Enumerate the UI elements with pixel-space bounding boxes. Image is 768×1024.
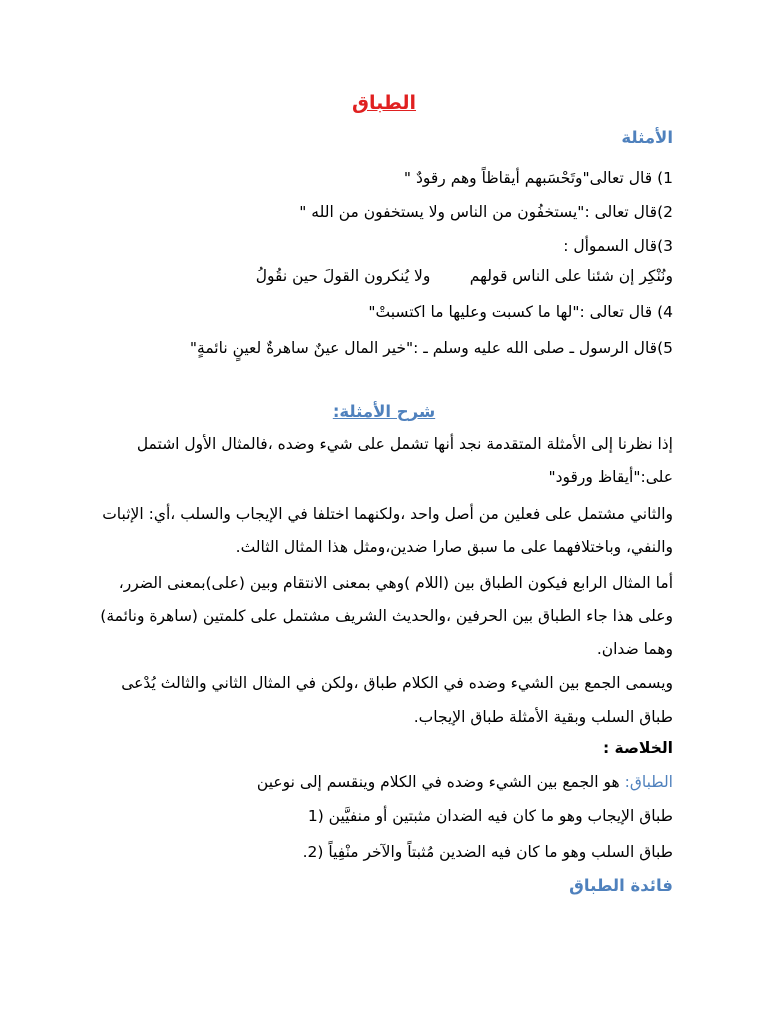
explanation-line-8: ويسمى الجمع بين الشيء وضده في الكلام طباق ،ولكن في المثال الثاني والثالث يُدْعى xyxy=(121,674,673,692)
summary-definition: هو الجمع بين الشيء وضده في الكلام وينقسم إلى نوعين xyxy=(256,773,625,791)
explanation-line-6: وعلى هذا جاء الطباق بين الحرفين ،والحديث الشريف مشتمل على كلمتين (ساهرة ونائمة) xyxy=(100,607,673,625)
explanation-line-1: إذا نظرنا إلى الأمثلة المتقدمة نجد أنها تشمل على شيء وضده ،فالمثال الأول اشتمل xyxy=(136,435,673,453)
benefit-heading: فائدة الطباق xyxy=(569,876,673,895)
example-1: 1) قال تعالى"وتَحْسَبهم أيقاظاً وهم رقودٌ " xyxy=(403,169,673,187)
summary-type-1: طباق الإيجاب وهو ما كان فيه الضدان مثبتين أو منفيَّين (1 xyxy=(307,807,673,825)
explanation-line-4: والنفي، وباختلافهما على ما سبق صارا ضدين،ومثل هذا المثال الثالث. xyxy=(235,538,673,556)
example-4: 4) قال تعالى :"لها ما كسبت وعليها ما اكتسبتْ" xyxy=(368,303,673,321)
explanation-line-3: والثاني مشتمل على فعلين من أصل واحد ،ولكنهما اختلفا في الإيجاب والسلب ،أي: الإثبات xyxy=(102,505,673,523)
explanation-heading: شرح الأمثلة: xyxy=(332,402,436,421)
example-2: 2)قال تعالى :"يستخفُون من الناس ولا يستخفون من الله " xyxy=(299,203,673,221)
explanation-line-2: على:"أيقاظ ورقود" xyxy=(548,468,673,486)
summary-term: الطباق: xyxy=(624,773,673,791)
summary-definition-line xyxy=(83,772,673,792)
example-3: 3)قال السموأل : xyxy=(563,237,673,255)
examples-heading: الأمثلة xyxy=(621,128,673,147)
summary-type-2: طباق السلب وهو ما كان فيه الضدين مُثبتاً والآخر منْفِياً (2. xyxy=(302,843,673,861)
page-title: الطباق xyxy=(351,92,417,114)
summary-heading: الخلاصة : xyxy=(602,739,673,757)
example-3-verse: ونُنْكِر إن شئنا على الناس قولهم ولا يُنكرون القولَ حين نقُولُ xyxy=(255,267,673,285)
example-5: 5)قال الرسول ـ صلى الله عليه وسلم ـ :"خير المال عينٌ ساهرةٌ لعينٍ نائمةٍ" xyxy=(189,339,673,357)
explanation-line-5: أما المثال الرابع فيكون الطباق بين (اللام )وهي بمعنى الانتقام وبين (على)بمعنى الضرر، xyxy=(118,574,673,592)
explanation-line-9: طباق السلب وبقية الأمثلة طباق الإيجاب. xyxy=(413,708,673,726)
explanation-line-7: وهما ضدان. xyxy=(596,640,673,658)
